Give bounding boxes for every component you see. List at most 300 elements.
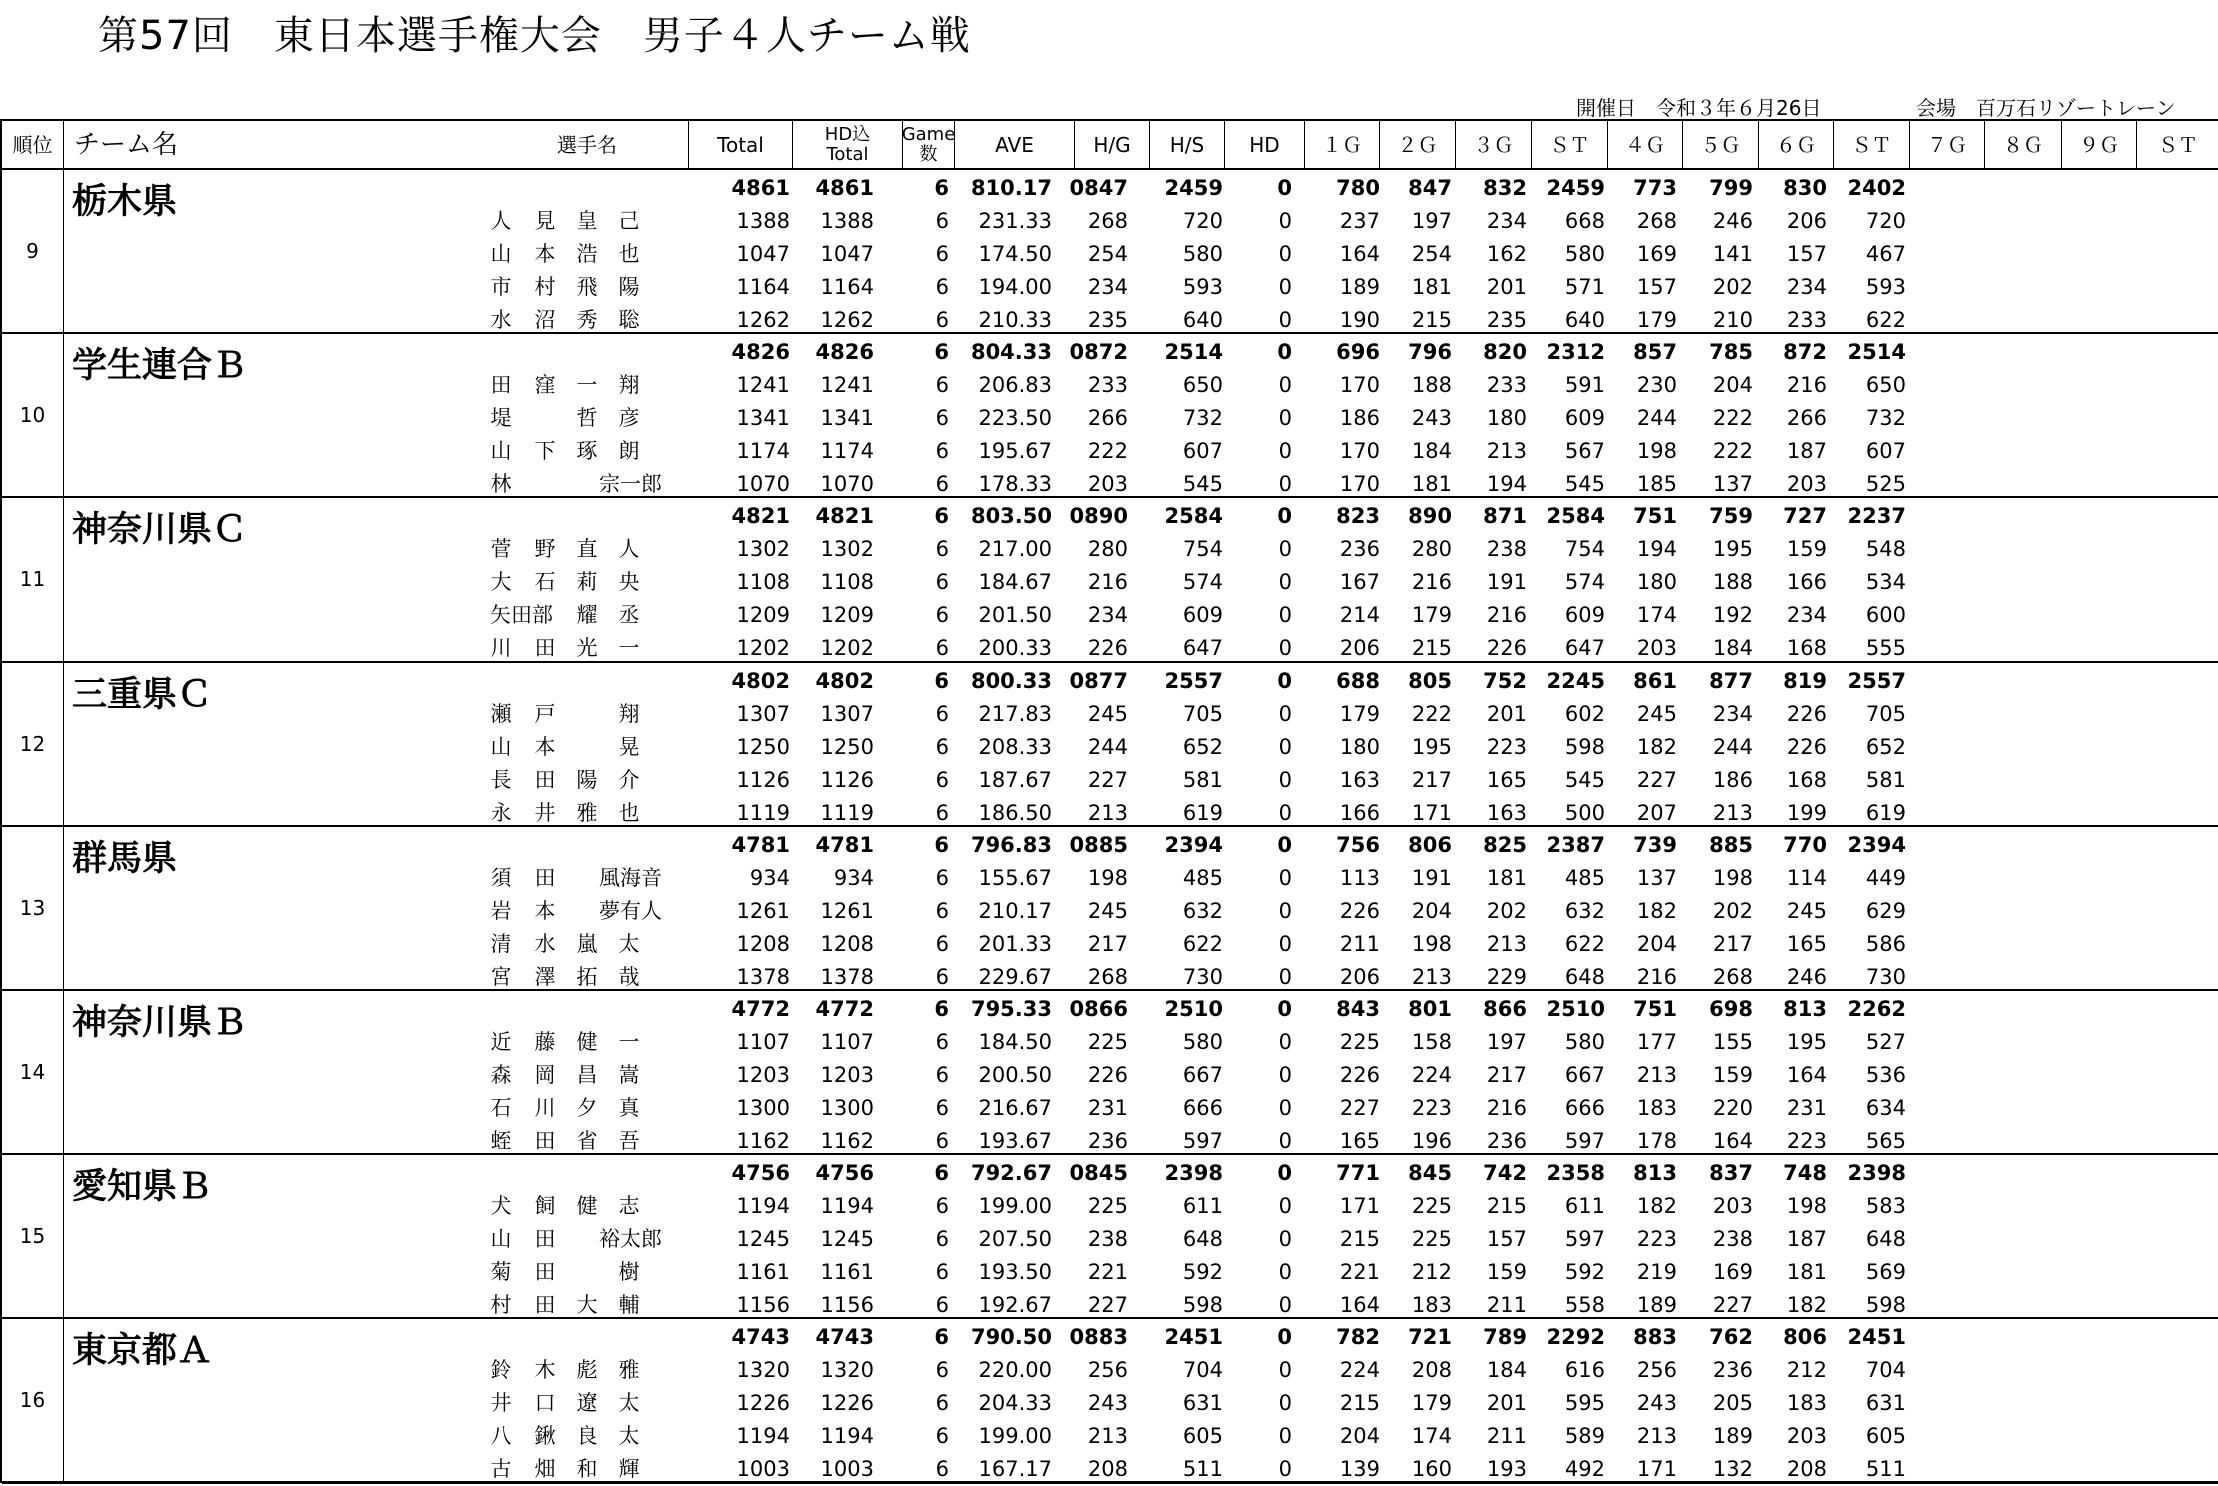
cell-g4: 203: [1636, 636, 1677, 661]
cell-g3: 162: [1486, 242, 1527, 266]
cell-hd-total: 1161: [820, 1260, 874, 1285]
cell-g1: 170: [1339, 472, 1380, 497]
cell-hg: 226: [1087, 1063, 1128, 1087]
player-name-part: 永: [490, 800, 512, 825]
cell-total: 1307: [736, 701, 790, 726]
player-row: [2, 698, 2218, 731]
cell-hg: 236: [1087, 1129, 1128, 1153]
cell-st2: 605: [1865, 1424, 1906, 1449]
cell-total: 1241: [736, 373, 790, 398]
cell-st2: 2402: [1847, 176, 1906, 200]
cell-g6: 233: [1786, 308, 1827, 332]
cell-g6: 198: [1786, 1194, 1827, 1219]
player-name: [490, 1223, 662, 1256]
cell-st2: 2557: [1847, 668, 1906, 693]
cell-hd: 0: [1277, 1325, 1292, 1350]
player-name-part: 村: [534, 275, 556, 299]
cell-games: 6: [935, 406, 949, 431]
cell-hd: 0: [1278, 570, 1292, 595]
cell-g5: 222: [1712, 406, 1753, 431]
cell-hd-total: 4772: [815, 997, 874, 1021]
cell-ave: 229.67: [978, 964, 1052, 989]
cell-g1: 164: [1339, 1293, 1380, 1318]
cell-st1: 591: [1564, 373, 1605, 398]
header-g4: ４Ｇ: [1608, 121, 1683, 168]
header-hd-total: HD込 Total: [793, 121, 903, 168]
team-total-row: [2, 665, 2218, 698]
player-name-part: 岩: [490, 898, 512, 923]
cell-st1: 571: [1564, 275, 1605, 299]
player-name-part: 八: [490, 1424, 512, 1449]
cell-g3: 201: [1486, 701, 1527, 726]
cell-total: 1300: [736, 1096, 790, 1120]
cell-hd-total: 1262: [820, 308, 874, 332]
cell-st2: 607: [1865, 439, 1906, 464]
cell-g1: 215: [1339, 1391, 1380, 1416]
cell-g3: 223: [1486, 734, 1527, 759]
cell-g1: 214: [1339, 603, 1380, 628]
cell-st2: 619: [1865, 800, 1906, 825]
cell-st2: 534: [1865, 570, 1906, 595]
cell-hd: 0: [1278, 1391, 1292, 1416]
team-rank: 13: [2, 827, 64, 989]
cell-hd-total: 4826: [815, 340, 874, 365]
player-name-part: 沼: [534, 308, 556, 332]
cell-ave: 194.00: [978, 275, 1052, 299]
player-name-part: 下: [534, 439, 556, 464]
cell-g6: 187: [1786, 439, 1827, 464]
cell-g2: 215: [1411, 636, 1452, 661]
player-row: [2, 1125, 2218, 1158]
player-name-part: 陽: [576, 767, 598, 792]
cell-g3: 197: [1486, 1030, 1527, 1054]
cell-g5: 159: [1712, 1063, 1753, 1087]
cell-games: 6: [935, 275, 949, 299]
cell-g6: 819: [1783, 668, 1827, 693]
player-name-part: 木: [534, 1358, 556, 1383]
cell-g2: 801: [1408, 997, 1452, 1021]
cell-g3: 181: [1486, 865, 1527, 890]
cell-hd-total: 4821: [815, 504, 874, 529]
team-name: 東京都Ａ: [72, 1331, 213, 1372]
player-name-part: 真: [618, 1096, 640, 1120]
table-header: [2, 119, 2218, 170]
cell-g4: 182: [1636, 898, 1677, 923]
cell-ave: 803.50: [970, 504, 1052, 529]
cell-ave: 199.00: [978, 1424, 1052, 1449]
player-name-part: 人: [490, 209, 512, 233]
cell-g4: 268: [1636, 209, 1677, 233]
cell-hg: 0883: [1069, 1325, 1128, 1350]
cell-ave: 167.17: [978, 1457, 1052, 1482]
event-venue: 会場 百万石リゾートレーン: [1916, 96, 2176, 120]
cell-hs: 619: [1182, 800, 1223, 825]
cell-hd-total: 1241: [820, 373, 874, 398]
cell-st2: 525: [1865, 472, 1906, 497]
cell-g2: 796: [1408, 340, 1452, 365]
cell-g5: 184: [1712, 636, 1753, 661]
cell-total: 4826: [731, 340, 790, 365]
cell-g3: 159: [1486, 1260, 1527, 1285]
player-row: [2, 797, 2218, 830]
cell-g3: 235: [1486, 308, 1527, 332]
cell-hg: 208: [1087, 1457, 1128, 1482]
player-name-part: 光: [576, 636, 598, 661]
cell-g5: 885: [1709, 832, 1753, 857]
cell-g2: 174: [1411, 1424, 1452, 1449]
cell-total: 1107: [736, 1030, 790, 1054]
cell-total: 1108: [736, 570, 790, 595]
player-name: [490, 928, 656, 961]
team-block: [2, 170, 2218, 334]
cell-hs: 732: [1182, 406, 1223, 431]
player-name-part: 琢: [576, 439, 598, 464]
cell-hg: 226: [1087, 636, 1128, 661]
header-hs: H/S: [1150, 121, 1225, 168]
cell-g2: 254: [1411, 242, 1452, 266]
cell-total: 1119: [736, 800, 790, 825]
cell-g4: 179: [1636, 308, 1677, 332]
player-name-part: 也: [618, 800, 640, 825]
cell-g4: 861: [1633, 668, 1677, 693]
cell-hg: 227: [1087, 767, 1128, 792]
cell-st2: 705: [1865, 701, 1906, 726]
cell-g1: 215: [1339, 1227, 1380, 1252]
player-name: [490, 1125, 656, 1158]
cell-hg: 216: [1087, 570, 1128, 595]
player-name-part: 山: [490, 439, 512, 464]
cell-g3: 211: [1486, 1293, 1527, 1318]
cell-g2: 208: [1411, 1358, 1452, 1383]
cell-hs: 545: [1182, 472, 1223, 497]
cell-g3: 201: [1486, 275, 1527, 299]
player-row: [2, 1256, 2218, 1289]
player-name-part: 田: [490, 373, 512, 398]
cell-g4: 751: [1633, 997, 1677, 1021]
cell-g3: 201: [1486, 1391, 1527, 1416]
cell-st2: 2237: [1847, 504, 1906, 529]
cell-hd: 0: [1277, 1161, 1292, 1186]
player-row: [2, 566, 2218, 599]
cell-games: 6: [935, 767, 949, 792]
player-row: [2, 369, 2218, 402]
cell-g6: 216: [1786, 373, 1827, 398]
team-total-row: [2, 172, 2218, 205]
player-name-part: 鈴: [490, 1358, 512, 1383]
cell-g6: 770: [1783, 832, 1827, 857]
team-rank: 12: [2, 663, 64, 825]
cell-games: 6: [935, 308, 949, 332]
cell-g4: 245: [1636, 701, 1677, 726]
player-name-part: 翔: [618, 373, 640, 398]
team-rank: 15: [2, 1155, 64, 1317]
player-name: [490, 1289, 656, 1322]
cell-g1: 236: [1339, 537, 1380, 562]
cell-games: 6: [935, 472, 949, 497]
cell-hd: 0: [1277, 340, 1292, 365]
header-rank: 順位: [2, 121, 64, 168]
cell-ave: 217.83: [978, 701, 1052, 726]
cell-ave: 186.50: [978, 800, 1052, 825]
cell-g1: 771: [1336, 1161, 1380, 1186]
player-name-part: 志: [618, 1194, 640, 1219]
player-row: [2, 599, 2218, 632]
cell-g3: 202: [1486, 898, 1527, 923]
cell-hs: 622: [1182, 931, 1223, 956]
cell-g4: 177: [1636, 1030, 1677, 1054]
cell-st1: 611: [1564, 1194, 1605, 1219]
cell-g6: 266: [1786, 406, 1827, 431]
cell-hg: 254: [1087, 242, 1128, 266]
cell-hg: 268: [1087, 209, 1128, 233]
cell-ave: 800.33: [970, 668, 1052, 693]
cell-ave: 795.33: [970, 997, 1052, 1021]
cell-g4: 157: [1636, 275, 1677, 299]
cell-games: 6: [935, 1424, 949, 1449]
cell-g3: 194: [1486, 472, 1527, 497]
cell-ave: 200.50: [978, 1063, 1052, 1087]
cell-g1: 180: [1339, 734, 1380, 759]
cell-hd-total: 1070: [820, 472, 874, 497]
cell-games: 6: [935, 209, 949, 233]
cell-g1: 189: [1339, 275, 1380, 299]
cell-total: 1174: [736, 439, 790, 464]
cell-total: 1341: [736, 406, 790, 431]
cell-hd: 0: [1278, 1129, 1292, 1153]
player-row: [2, 764, 2218, 797]
player-name: [490, 731, 656, 764]
cell-g5: 222: [1712, 439, 1753, 464]
player-name-part: 雅: [618, 1358, 640, 1383]
cell-g3: 215: [1486, 1194, 1527, 1219]
cell-g2: 721: [1408, 1325, 1452, 1350]
cell-st1: 558: [1564, 1293, 1605, 1318]
cell-total: 1047: [736, 242, 790, 266]
cell-g5: 877: [1709, 668, 1753, 693]
cell-hd-total: 1245: [820, 1227, 874, 1252]
cell-hs: 648: [1182, 1227, 1223, 1252]
cell-hs: 640: [1182, 308, 1223, 332]
cell-g2: 181: [1411, 275, 1452, 299]
player-name-part: 石: [534, 570, 556, 595]
cell-st2: 720: [1865, 209, 1906, 233]
cell-st2: 732: [1865, 406, 1906, 431]
header-hg: H/G: [1075, 121, 1150, 168]
cell-g1: 166: [1339, 800, 1380, 825]
results-table: [0, 119, 2218, 1483]
cell-st2: 548: [1865, 537, 1906, 562]
cell-hs: 2451: [1164, 1325, 1223, 1350]
cell-hd: 0: [1278, 767, 1292, 792]
player-name-part: 近: [490, 1030, 512, 1054]
cell-hd: 0: [1278, 931, 1292, 956]
cell-st2: 629: [1865, 898, 1906, 923]
cell-st2: 634: [1865, 1096, 1906, 1120]
player-name-part: 井: [534, 800, 556, 825]
cell-hg: 227: [1087, 1293, 1128, 1318]
cell-g4: 178: [1636, 1129, 1677, 1153]
cell-g6: 168: [1786, 767, 1827, 792]
cell-hd: 0: [1278, 1424, 1292, 1449]
cell-st2: 2394: [1847, 832, 1906, 857]
player-name-part: 樹: [618, 1260, 640, 1285]
cell-hs: 705: [1182, 701, 1223, 726]
cell-g4: 751: [1633, 504, 1677, 529]
cell-hs: 2459: [1164, 176, 1223, 200]
cell-games: 6: [934, 176, 949, 200]
team-name: 学生連合Ｂ: [72, 346, 248, 387]
player-name-part: 山: [490, 1227, 512, 1252]
cell-total: 1203: [736, 1063, 790, 1087]
cell-hg: 256: [1087, 1358, 1128, 1383]
cell-hs: 666: [1182, 1096, 1223, 1120]
cell-g4: 207: [1636, 800, 1677, 825]
cell-g6: 206: [1786, 209, 1827, 233]
header-g6: ６Ｇ: [1759, 121, 1834, 168]
cell-hg: 0866: [1069, 997, 1128, 1021]
cell-st1: 574: [1564, 570, 1605, 595]
cell-g4: 216: [1636, 964, 1677, 989]
player-name: [490, 304, 656, 337]
cell-st1: 2292: [1546, 1325, 1605, 1350]
team-total-row: [2, 336, 2218, 369]
cell-g5: 244: [1712, 734, 1753, 759]
player-name-part: 川: [490, 636, 512, 661]
cell-games: 6: [935, 1096, 949, 1120]
cell-g6: 157: [1786, 242, 1827, 266]
header-hd: HD: [1225, 121, 1305, 168]
player-name-part: 矢田部: [490, 603, 553, 628]
cell-ave: 804.33: [970, 340, 1052, 365]
cell-hg: 221: [1087, 1260, 1128, 1285]
cell-hd-total: 4743: [815, 1325, 874, 1350]
cell-hd-total: 1194: [820, 1424, 874, 1449]
player-row: [2, 632, 2218, 665]
cell-st2: 536: [1865, 1063, 1906, 1087]
cell-st1: 640: [1564, 308, 1605, 332]
player-row: [2, 468, 2218, 501]
cell-hd-total: 1194: [820, 1194, 874, 1219]
cell-g6: 183: [1786, 1391, 1827, 1416]
player-name-part: 岡: [534, 1063, 556, 1087]
player-name-part: 蛭: [490, 1129, 512, 1153]
cell-hg: 225: [1087, 1030, 1128, 1054]
cell-hd: 0: [1278, 373, 1292, 398]
cell-hs: 592: [1182, 1260, 1223, 1285]
cell-g6: 166: [1786, 570, 1827, 595]
cell-total: 1262: [736, 308, 790, 332]
player-name-part: 也: [618, 242, 640, 266]
cell-total: 1226: [736, 1391, 790, 1416]
cell-g3: 213: [1486, 931, 1527, 956]
cell-ave: 187.67: [978, 767, 1052, 792]
player-row: [2, 862, 2218, 895]
cell-total: 1261: [736, 898, 790, 923]
player-name-part: 省: [576, 1129, 598, 1153]
player-name: [490, 698, 656, 731]
cell-hd-total: 1250: [820, 734, 874, 759]
cell-hg: 268: [1087, 964, 1128, 989]
player-name-part: 畑: [534, 1457, 556, 1482]
cell-g1: 226: [1339, 898, 1380, 923]
cell-hs: 631: [1182, 1391, 1223, 1416]
player-name-part: 菊: [490, 1260, 512, 1285]
cell-hd: 0: [1278, 865, 1292, 890]
cell-g1: 165: [1339, 1129, 1380, 1153]
cell-hs: 652: [1182, 734, 1223, 759]
cell-hd: 0: [1278, 209, 1292, 233]
cell-st1: 609: [1564, 603, 1605, 628]
player-name-part: 田: [534, 1227, 556, 1252]
cell-total: 1194: [736, 1194, 790, 1219]
player-name: [490, 1026, 656, 1059]
player-name: [490, 1453, 656, 1486]
cell-g4: 883: [1633, 1325, 1677, 1350]
cell-hg: 280: [1087, 537, 1128, 562]
cell-g5: 198: [1712, 865, 1753, 890]
cell-st1: 589: [1564, 1424, 1605, 1449]
cell-g6: 182: [1786, 1293, 1827, 1318]
cell-hs: 611: [1182, 1194, 1223, 1219]
cell-games: 6: [935, 242, 949, 266]
cell-g6: 168: [1786, 636, 1827, 661]
cell-g2: 191: [1411, 865, 1452, 890]
cell-g5: 785: [1709, 340, 1753, 365]
cell-g6: 114: [1786, 865, 1827, 890]
cell-g5: 204: [1712, 373, 1753, 398]
cell-g2: 224: [1411, 1063, 1452, 1087]
cell-games: 6: [935, 636, 949, 661]
cell-g6: 245: [1786, 898, 1827, 923]
cell-g6: 199: [1786, 800, 1827, 825]
cell-total: 1161: [736, 1260, 790, 1285]
player-name-part: 水: [534, 931, 556, 956]
team-rank: 10: [2, 334, 64, 496]
cell-games: 6: [935, 603, 949, 628]
player-name: [490, 797, 656, 830]
cell-hd: 0: [1278, 537, 1292, 562]
player-row: [2, 402, 2218, 435]
cell-st2: 565: [1865, 1129, 1906, 1153]
cell-g4: 223: [1636, 1227, 1677, 1252]
cell-games: 6: [935, 1030, 949, 1054]
cell-g6: 226: [1786, 701, 1827, 726]
player-name-part: 裕太郎: [599, 1227, 662, 1252]
cell-games: 6: [935, 439, 949, 464]
cell-g1: 170: [1339, 373, 1380, 398]
cell-g5: 186: [1712, 767, 1753, 792]
cell-st1: 632: [1564, 898, 1605, 923]
player-row: [2, 895, 2218, 928]
cell-g3: 180: [1486, 406, 1527, 431]
cell-hd-total: 1003: [820, 1457, 874, 1482]
cell-st2: 622: [1865, 308, 1906, 332]
team-total-row: [2, 1321, 2218, 1354]
player-name-part: 直: [576, 537, 598, 562]
header-team: チーム名: [64, 121, 689, 168]
player-name: [490, 566, 656, 599]
cell-g3: 820: [1483, 340, 1527, 365]
cell-hs: 2584: [1164, 504, 1223, 529]
cell-g4: 189: [1636, 1293, 1677, 1318]
team-block: [2, 827, 2218, 991]
cell-total: 1245: [736, 1227, 790, 1252]
player-name-part: 古: [490, 1457, 512, 1482]
cell-ave: 184.67: [978, 570, 1052, 595]
player-row: [2, 238, 2218, 271]
team-rank: 16: [2, 1319, 64, 1481]
player-name-part: 吾: [618, 1129, 640, 1153]
